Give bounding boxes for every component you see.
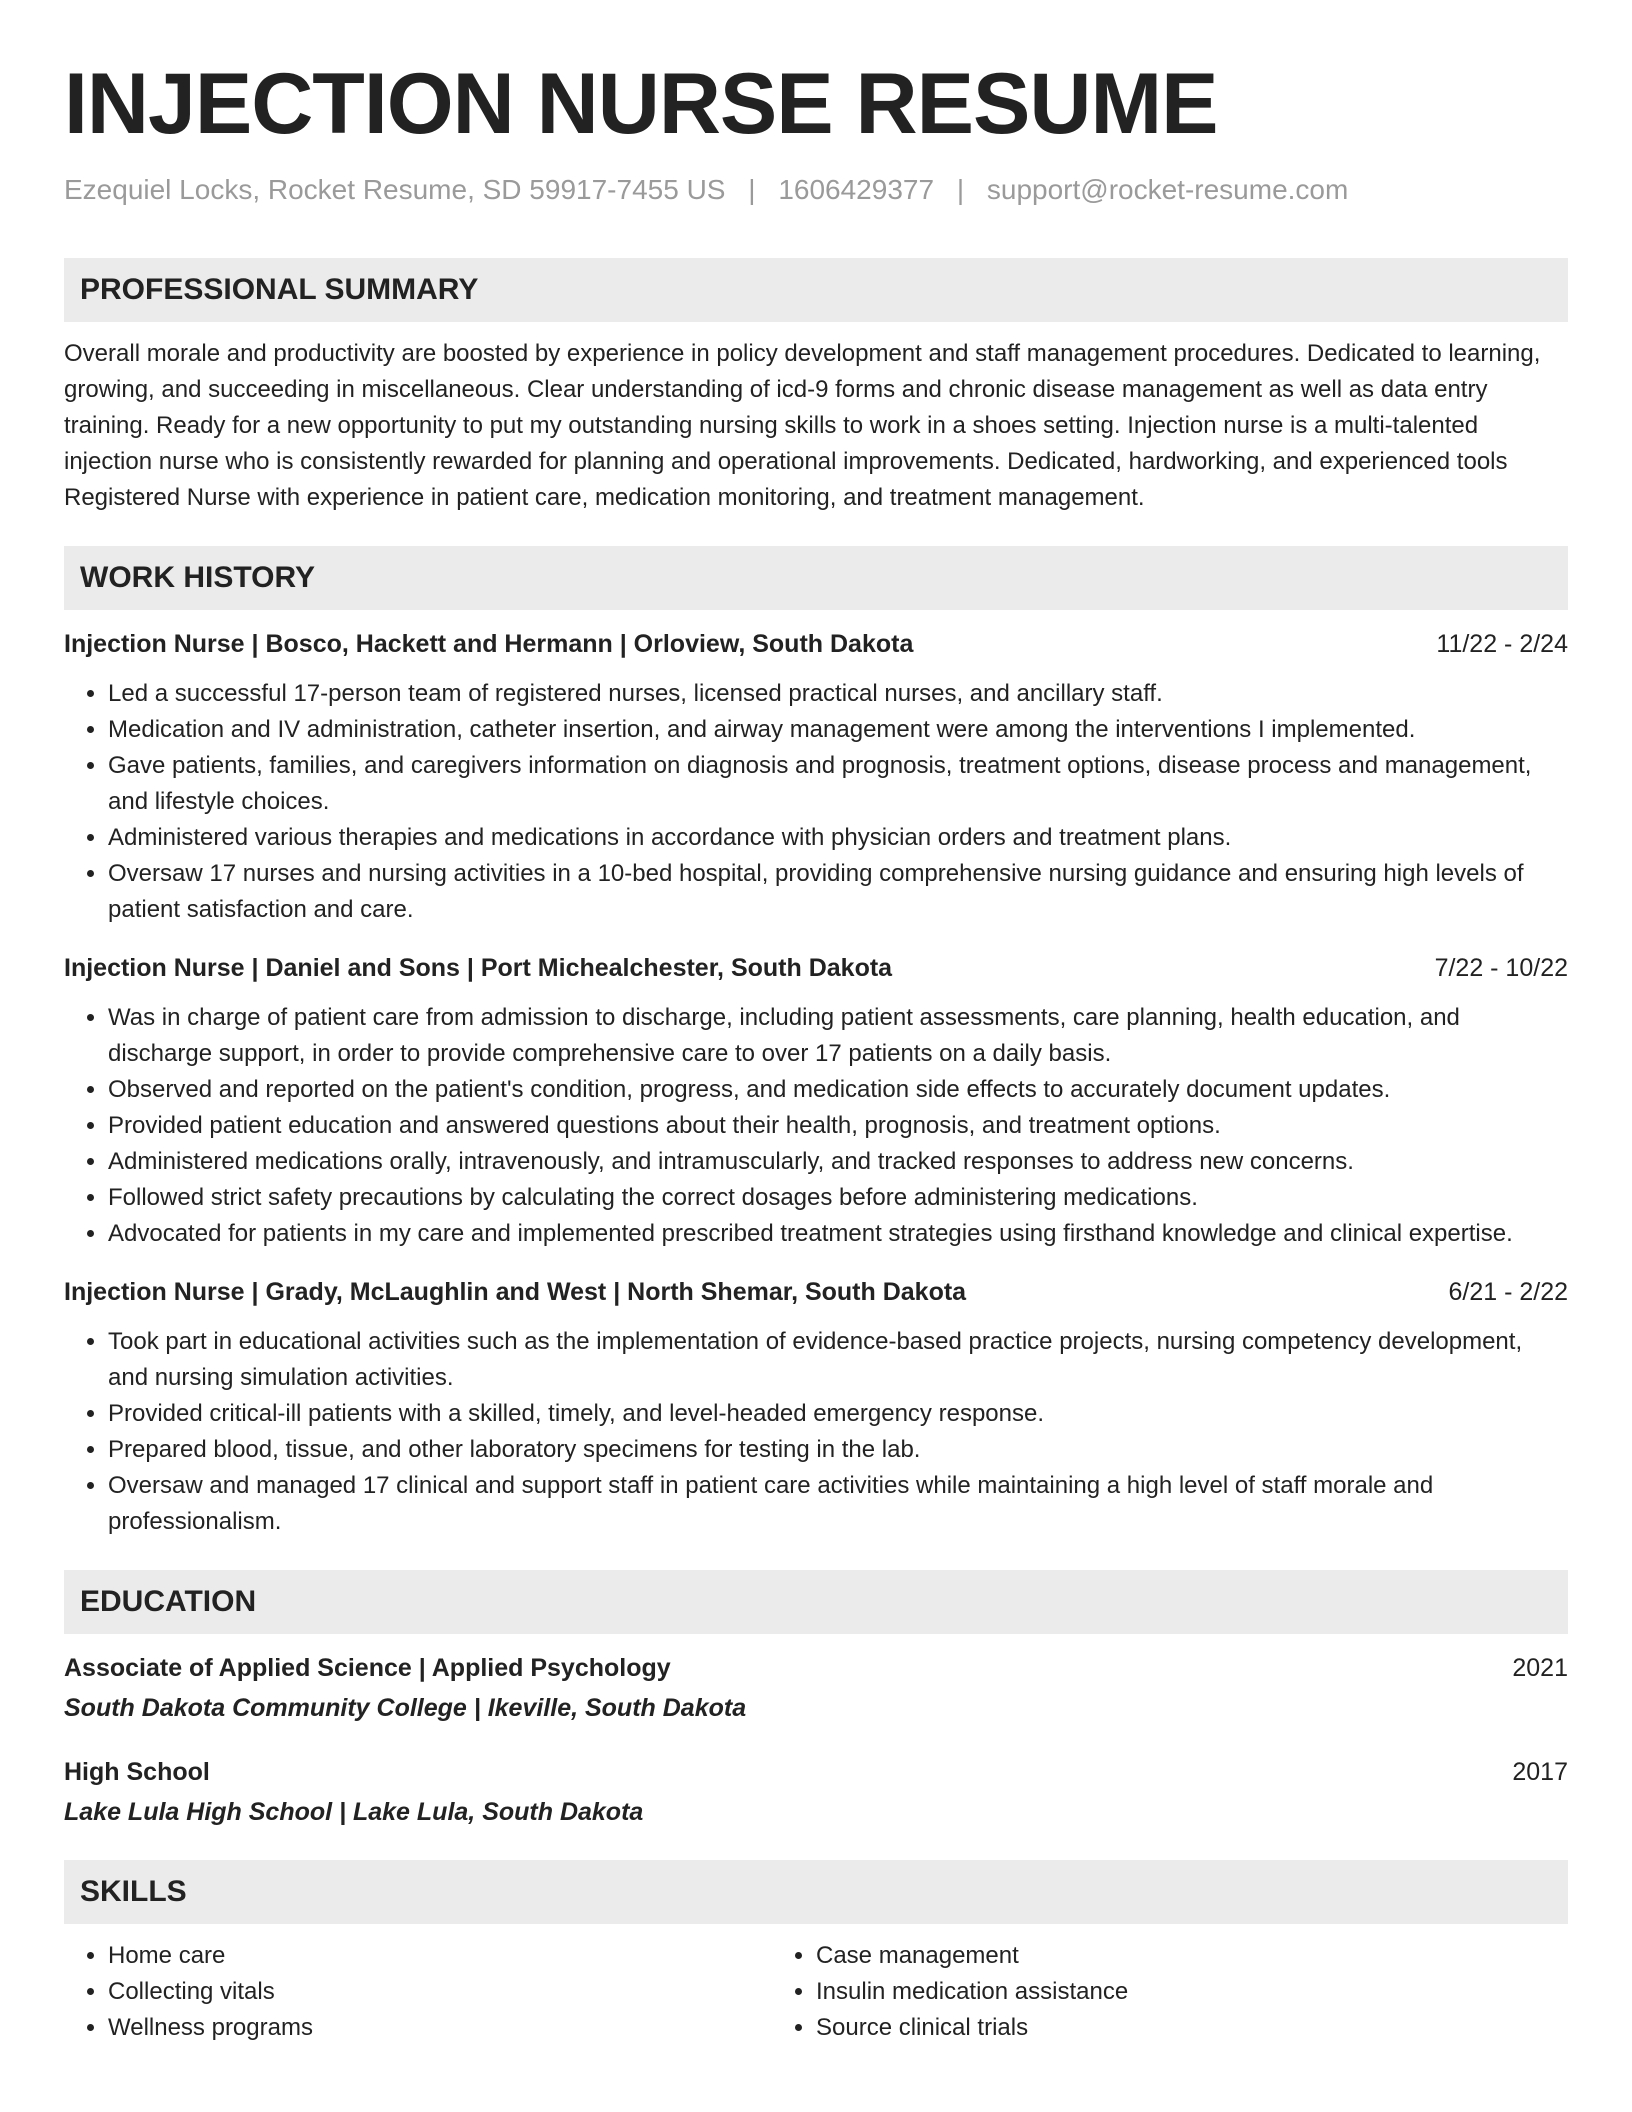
job-bullet: • Oversaw and managed 17 clinical and support staff in patient care activities while maintaining a high level of staff morale and professionalism.: [108, 1468, 1568, 1540]
job-header: [64, 950, 1568, 986]
job-bullets: [64, 1324, 1568, 1540]
contact-separator: |: [748, 174, 756, 205]
section-header-summary: PROFESSIONAL SUMMARY: [64, 258, 1568, 322]
contact-line: [64, 172, 1568, 208]
job-dates: 6/21 - 2/22: [1448, 1278, 1568, 1306]
job-bullet: • Followed strict safety precautions by calculating the correct dosages before administering medications.: [108, 1180, 1568, 1216]
skill-item: • Source clinical trials: [816, 2010, 1480, 2046]
skill-item: • Insulin medication assistance: [816, 1974, 1480, 2010]
education-entry: [64, 1754, 1568, 1830]
education-header: [64, 1650, 1568, 1686]
job-entry: [64, 626, 1568, 928]
contact-email: support@rocket-resume.com: [986, 174, 1349, 205]
education-year: 2021: [1512, 1654, 1568, 1682]
job-header: [64, 626, 1568, 662]
job-dates: 11/22 - 2/24: [1436, 630, 1568, 658]
job-title: Injection Nurse | Bosco, Hackett and Hermann | Orloview, South Dakota: [64, 630, 914, 658]
job-entry: [64, 950, 1568, 1252]
skill-item: • Collecting vitals: [108, 1974, 772, 2010]
skill-item: • Case management: [816, 1938, 1480, 1974]
skills-list: [64, 1938, 1568, 2046]
job-bullets: [64, 676, 1568, 928]
job-bullet: • Administered medications orally, intravenously, and intramuscularly, and tracked responses to address new concerns.: [108, 1144, 1568, 1180]
job-bullet: • Oversaw 17 nurses and nursing activities in a 10-bed hospital, providing comprehensive nursing guidance and ensuring high levels of patient satisfaction and care.: [108, 856, 1568, 928]
section-header-work-history: WORK HISTORY: [64, 546, 1568, 610]
job-bullet: • Took part in educational activities such as the implementation of evidence-based practice projects, nursing competency development, and nursing simulation activities.: [108, 1324, 1568, 1396]
contact-separator: |: [956, 174, 965, 205]
skills-column-right: [772, 1938, 1480, 2046]
job-bullet: • Was in charge of patient care from admission to discharge, including patient assessments, care planning, health education, and discharge support, in order to provide comprehensive care to over 17 patients on a daily basis.: [108, 1000, 1568, 1072]
resume-page: [64, 56, 1568, 2046]
section-header-skills: SKILLS: [64, 1860, 1568, 1924]
job-bullet: • Gave patients, families, and caregivers information on diagnosis and prognosis, treatment options, disease process and management, and lifestyle choices.: [108, 748, 1568, 820]
job-bullet: • Provided patient education and answered questions about their health, prognosis, and treatment options.: [108, 1108, 1568, 1144]
resume-title: INJECTION NURSE RESUME: [64, 56, 1218, 152]
job-bullet: • Advocated for patients in my care and implemented prescribed treatment strategies using firsthand knowledge and clinical expertise.: [108, 1216, 1568, 1252]
education-entry: [64, 1650, 1568, 1726]
education-degree: Associate of Applied Science | Applied Psychology: [64, 1654, 671, 1682]
job-entry: [64, 1274, 1568, 1540]
education-header: [64, 1754, 1568, 1790]
job-bullet: • Provided critical-ill patients with a skilled, timely, and level-headed emergency response.: [108, 1396, 1568, 1432]
contact-phone: 1606429377: [778, 174, 935, 205]
section-header-education: EDUCATION: [64, 1570, 1568, 1634]
education-school: South Dakota Community College | Ikeville, South Dakota: [64, 1694, 747, 1722]
job-title: Injection Nurse | Grady, McLaughlin and West | North Shemar, South Dakota: [64, 1278, 967, 1306]
skill-item: • Wellness programs: [108, 2010, 772, 2046]
job-bullets: [64, 1000, 1568, 1252]
skill-item: • Home care: [108, 1938, 772, 1974]
job-bullet: • Observed and reported on the patient's condition, progress, and medication side effects to accurately document updates.: [108, 1072, 1568, 1108]
job-header: [64, 1274, 1568, 1310]
job-dates: 7/22 - 10/22: [1434, 954, 1568, 982]
education-degree: High School: [64, 1758, 210, 1786]
job-title: Injection Nurse | Daniel and Sons | Port Michealchester, South Dakota: [64, 954, 893, 982]
skills-column-left: [64, 1938, 772, 2046]
education-year: 2017: [1512, 1758, 1568, 1786]
job-bullet: • Prepared blood, tissue, and other laboratory specimens for testing in the lab.: [108, 1432, 1568, 1468]
job-bullet: • Administered various therapies and medications in accordance with physician orders and treatment plans.: [108, 820, 1568, 856]
summary-text: Overall morale and productivity are boosted by experience in policy development and staff management procedures. Dedicated to learning, growing, and succeeding in miscellaneous. Clear understanding of icd-9 forms and chronic disease management as well as data entry training. Ready for a new opportunity to put my outstanding nursing skills to work in a shoes setting. Injection nurse is a multi-talented injection nurse who is consistently rewarded for planning and operational improvements. Dedicated, hardworking, and experienced tools Registered Nurse with experience in patient care, medication monitoring, and treatment management.: [64, 340, 1541, 511]
contact-address: Ezequiel Locks, Rocket Resume, SD 59917-7455 US: [64, 174, 726, 205]
job-bullet: • Led a successful 17-person team of registered nurses, licensed practical nurses, and ancillary staff.: [108, 676, 1568, 712]
education-school: Lake Lula High School | Lake Lula, South Dakota: [64, 1798, 644, 1826]
job-bullet: • Medication and IV administration, catheter insertion, and airway management were among the interventions I implemented.: [108, 712, 1568, 748]
